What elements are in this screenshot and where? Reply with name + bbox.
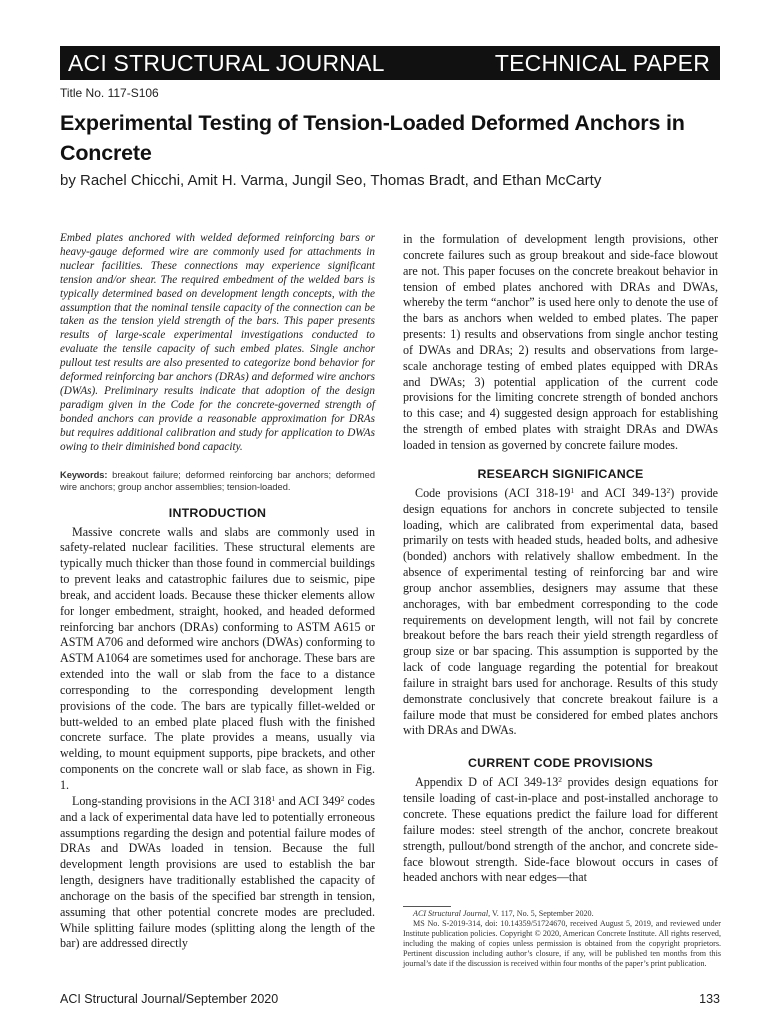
footnote-journal-line [403, 909, 721, 919]
journal-banner [60, 46, 720, 80]
text-run: Code provisions (ACI 318-19 [415, 485, 571, 500]
footnote-divider [403, 906, 451, 907]
reference-1: 1 [570, 485, 575, 495]
page-number: 133 [699, 992, 720, 1006]
text-run: ) provide design equations for anchors in concrete subjected to tensile loading, which are calibrated from experimental data, based primarily on tests with headed studs, headed bolts, and adhesive (bonded) anchors with relatively shallow embedment. In the absence of experimental testing of reinforcing bar and wire group anchor assemblies, designers may assume that these anchorages, with bar embedment corresponding to the code requirements on development length, will not fail by concrete breakout before the bars reach their yield strength regardless of group size or bar spacing. This assumption is supported by the lack of code language regarding the potential for breakout failure in straight bars used for anchorage. Results of this study demonstrate conclusively that concrete breakout failure is a failure mode that must be considered for embed plates anchors with DRAs and DWAs. [403, 485, 718, 738]
current-code-heading: CURRENT CODE PROVISIONS [468, 756, 653, 771]
footer-journal: ACI Structural Journal/September 2020 [60, 992, 279, 1006]
text-run: Appendix D of ACI 349-13 [415, 775, 559, 790]
introduction-paragraph-1: Massive concrete walls and slabs are commonly used in safety-related nuclear facilities. These structural elements are typically much thicker than those found in commercial buildings to prevent leaks and catastrophic failures due to seismic, pipe break, and accident loads. Because these thicker elements allow for longer embedment, straight, hooked, and headed deformed reinforcing bar anchors (DRAs) conforming to ASTM A615 or ASTM A706 and deformed wire anchors (DWAs) conforming to ASTM A1064 are sometimes used for anchorage. These bars are extended into the wall or slab from the face to a distance corresponding to the corresponding development length provisions of the code. The bars are typically fillet-welded or butt-welded to an embed plate placed flush with the finished concrete surface. The plate provides a means, usually via welding, to mount equipment supports, pipe brackets, and other components on the concrete wall or slab face, as shown in Fig. 1. [60, 524, 375, 792]
text-run: and ACI 349-13 [574, 485, 667, 500]
abstract: Embed plates anchored with welded deformed reinforcing bars or heavy-gauge deformed wire are commonly used for attachments in nuclear facilities. These connections may experience significant tension and/or shear. The required embedment of the welded bars is typically determined based on development length concepts, with the assumption that the nominal tensile capacity of the connection can be taken as the tension yield strength of the bars. This paper presents results of large-scale experimental investigations conducted to evaluate the tensile capacity of such embed plates. Single anchor pullout test results are also presented to categorize bond behavior for deformed reinforcing bar anchors (DRAs) and deformed wire anchors (DWAs). Preliminary results indicate that adoption of the design paradigm given in the Code for the concrete-governed strength of bonded anchors can provide a reasonable approximation for DRAs but requires additional calibration and study for application to DWAs owing to their diminished bond capacity. [60, 232, 375, 453]
author-list: by Rachel Chicchi, Amit H. Varma, Jungil Seo, Thomas Bradt, and Ethan McCarty [60, 172, 602, 189]
footnote-journal-name: ACI Structural Journal [413, 909, 489, 918]
reference-2: 2 [558, 775, 562, 785]
reference-2: 2 [666, 485, 671, 495]
keywords-text: breakout failure; deformed reinforcing bar anchors; deformed wire anchors; group anchor assemblies; tension-loaded. [60, 469, 375, 492]
text-run: Long-standing provisions in the ACI 318 [72, 793, 272, 808]
current-code-paragraph [403, 775, 718, 886]
paper-type: TECHNICAL PAPER [494, 49, 710, 76]
text-run: codes and a lack of experimental data have led to potentially erroneous assumptions regarding the design and potential failure modes of DRAs and DWAs loaded in tension. Because the full development length provisions are used to establish the bar length, designers have traditionally established the capacity of anchorage on the basis of the specified bar strength in tension, assuming that other potential concrete modes are precluded. While splitting failure modes (splitting along the length of the bar) are addressed directly [60, 793, 375, 951]
research-significance-paragraph [403, 486, 718, 740]
introduction-heading: INTRODUCTION [168, 505, 267, 520]
page-title: Experimental Testing of Tension-Loaded Deformed Anchors in Concrete [60, 111, 685, 165]
reference-2: 2 [340, 793, 345, 803]
keywords-label: Keywords: [60, 469, 108, 480]
footnote [403, 906, 721, 968]
left-column [60, 232, 375, 952]
footnote-text: MS No. S-2019-314, doi: 10.14359/51724670, received August 5, 2019, and reviewed under Institute publication policies. Copyright © 2020, American Concrete Institute. All rights reserved, including the making of copies unless permission is obtained from the copyright proprietors. Pertinent discussion including author’s closure, if any, will be published ten months from this journal’s date if the discussion is received within four months of the paper’s print publication. [403, 918, 721, 968]
text-run: and ACI 349 [275, 793, 341, 808]
reference-1: 1 [271, 793, 276, 803]
footnote-journal-details: , V. 117, No. 5, September 2020. [488, 909, 594, 918]
journal-name: ACI STRUCTURAL JOURNAL [68, 49, 385, 76]
right-column [403, 232, 718, 886]
introduction-paragraph-2 [60, 794, 375, 952]
introduction-continued: in the formulation of development length provisions, other concrete failures such as group breakout and side-face blowout are not. This paper focuses on the concrete breakout behavior in tension of embed plates anchored with DRAs and DWAs, whereby the term “anchor” is used here only to denote the use of the bars as anchors when welded to embed plates. The paper presents: 1) results and observations from single anchor testing of DWAs and DRAs; 2) results and observations from large-scale anchorage testing of embed plates equipped with DRAs and DWAs; 3) potential application of the current code provisions for the limiting concrete strength of bonded anchors to this case; and 4) suggested design approach for establishing the strength of embed plates with straight DRAs and DWAs loaded in tension as governed by concrete failure modes. [403, 232, 718, 452]
research-significance-heading: RESEARCH SIGNIFICANCE [477, 466, 644, 481]
title-number: Title No. 117-S106 [60, 86, 159, 100]
keywords [60, 469, 375, 493]
text-run: provides design equations for tensile loading of cast-in-place and post-installed anchorage to concrete. These equations predict the failure load for different failure modes: steel strength of the anchor, concrete breakout strength, pullout/bond strength of the anchor, and concrete side-face blowout strength. Side-face blowout occurs in cases of headed anchors with near edges—that [403, 775, 718, 885]
